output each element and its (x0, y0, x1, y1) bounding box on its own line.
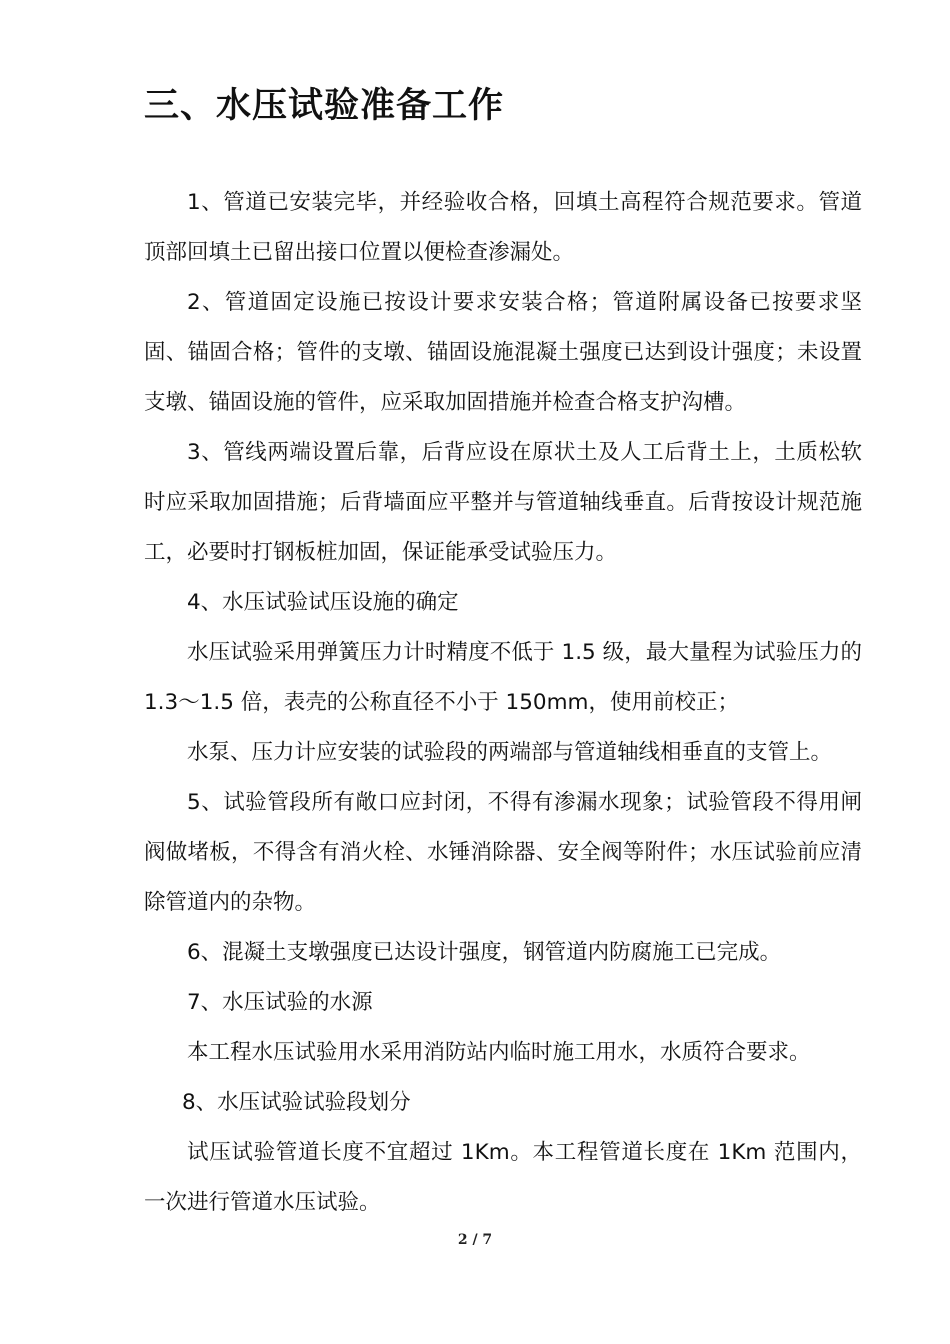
paragraph-item-6: 6、混凝土支墩强度已达设计强度，钢管道内防腐施工已完成。 (187, 940, 782, 965)
paragraph-pump: 水泵、压力计应安装的试验段的两端部与管道轴线相垂直的支管上。 (187, 740, 833, 765)
paragraph-test-section: 试压试验管道长度不宜超过 1Km。本工程管道长度在 1Km 范围内，一次进行管道水压试验。 (144, 1140, 862, 1215)
page-number: 2 / 7 (457, 1232, 493, 1248)
paragraph-item-7-title: 7、水压试验的水源 (187, 990, 373, 1015)
body-text (144, 178, 862, 1228)
section-heading: 三、水压试验准备工作 (144, 86, 505, 126)
paragraph-water-source: 本工程水压试验用水采用消防站内临时施工用水，水质符合要求。 (187, 1040, 811, 1065)
paragraph-item-4-title: 4、水压试验试压设施的确定 (187, 590, 459, 615)
paragraph-item-3: 3、管线两端设置后靠，后背应设在原状土及人工后背土上，土质松软时应采取加固措施；后背墙面应平整并与管道轴线垂直。后背按设计规范施工，必要时打钢板桩加固，保证能承受试验压力。 (144, 440, 862, 565)
paragraph-pressure-gauge: 水压试验采用弹簧压力计时精度不低于 1.5 级，最大量程为试验压力的 1.3～1.5 倍，表壳的公称直径不小于 150mm，使用前校正； (144, 640, 862, 715)
paragraph-item-1: 1、管道已安装完毕，并经验收合格，回填土高程符合规范要求。管道顶部回填土已留出接口位置以便检查渗漏处。 (144, 190, 862, 265)
paragraph-item-2: 2、管道固定设施已按设计要求安装合格；管道附属设备已按要求坚固、锚固合格；管件的支墩、锚固设施混凝土强度已达到设计强度；未设置支墩、锚固设施的管件，应采取加固措施并检查合格支护沟槽。 (144, 290, 862, 415)
paragraph-item-8-title: 8、水压试验试验段划分 (182, 1090, 411, 1115)
paragraph-item-5: 5、试验管段所有敞口应封闭，不得有渗漏水现象；试验管段不得用闸阀做堵板，不得含有消火栓、水锤消除器、安全阀等附件；水压试验前应清除管道内的杂物。 (144, 790, 862, 915)
